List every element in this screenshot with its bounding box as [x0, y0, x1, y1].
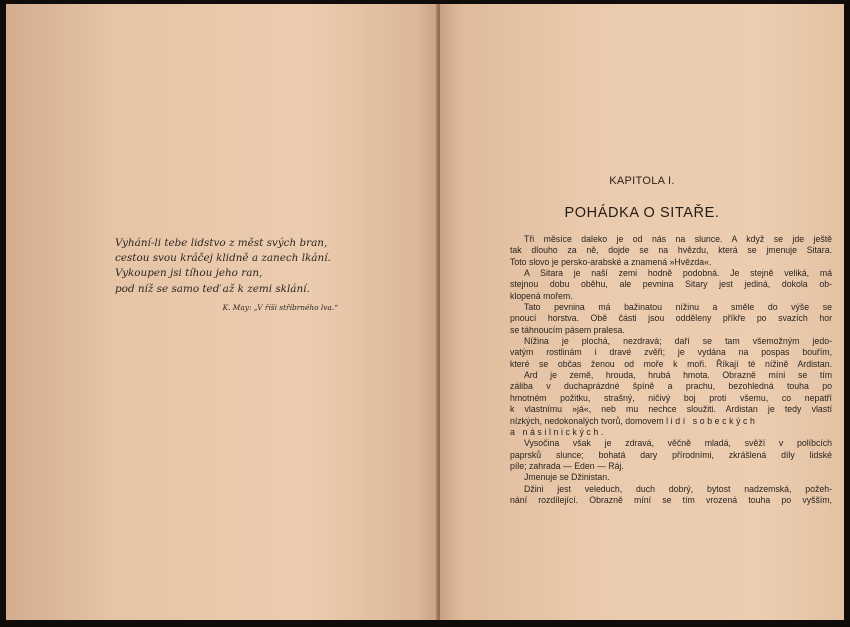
epigraph-line: pod níž se samo teď až k zemi sklání. [115, 282, 310, 295]
text-line: paprsků slunce; bohatá dary přírodními, zkrášlená díly lidské [510, 449, 832, 460]
spaced-emphasis: lidí sobeckých [666, 415, 758, 426]
text-line: k vlastnímu »já«, neb mu nechce sloužiti. Ardistan je tedy vlastí [510, 404, 832, 415]
text-line: Džini jest veleduch, duch dobrý, bytost nadzemská, požeh- [524, 483, 832, 494]
text-line: Nížina je plochá, nezdravá; daří se tam všemožným jedo- [524, 336, 832, 347]
right-page [440, 4, 844, 620]
text-line-part: nízkých, nedokonalých tvorů, domovem [510, 415, 664, 426]
text-line: Tato pevnina má bažinatou nížinu a směle do výše se [524, 302, 832, 313]
text-line: nání rozdílející. Obrazně míní se tím vrozená touha po vyšším, [510, 494, 832, 505]
text-line: píle; zahrada — Eden — Ráj. [510, 460, 624, 471]
left-page [6, 4, 438, 620]
chapter-label: KAPITOLA I. [609, 175, 675, 187]
epigraph-line: Vyhání-li tebe lidstvo z měst svých bran, [115, 237, 328, 249]
epigraph-line: Vykoupen jsi tíhou jeho ran, [115, 267, 263, 280]
epigraph [115, 236, 340, 315]
spaced-emphasis: a násilnických. [510, 426, 606, 437]
text-line [510, 416, 832, 427]
text-line: klopená mořem. [510, 290, 573, 301]
text-line: tak dlouho za ně, dojde se na hvězdu, která se jmenuje Sitara. [510, 245, 832, 256]
text-line: Jmenuje se Džinistan. [524, 472, 610, 483]
text-line: Toto slovo je persko-arabské a znamená »Hvězda«. [510, 256, 712, 267]
text-line: stejnou dobu oběhu, ale pevnina Sitary jest jediná, dokola ob- [510, 279, 832, 290]
text-line: A Sitara je naší zemi hodně podobná. Je stejně veliká, má [524, 268, 832, 279]
text-line: vatým rostlinám i dravé zvěři; je vydána na pospas bouřím, [510, 347, 832, 358]
text-line: se táhnoucím pásem pralesa. [510, 324, 625, 335]
text-line: které se občas ženou od moře k moři. Říkají té nížině Ardistan. [510, 358, 832, 369]
chapter-body [510, 234, 832, 506]
epigraph-line: cestou svou kráčej klidně a zanech lkání. [115, 252, 331, 265]
text-line: pnoucí horstva. Obě části jsou odděleny příkře po svazích hor [510, 313, 832, 324]
chapter-title: POHÁDKA O SITAŘE. [564, 205, 720, 221]
text-line: hmotném požitku, strašný, ničivý boj proti všemu, co nepatří [510, 392, 832, 403]
epigraph-attribution: K. May: „V říši stříbrného lva.“ [222, 302, 338, 312]
text-line: Vysočina však je zdravá, věčně mladá, svěží v políbcích [524, 438, 832, 449]
text-line: Ard je země, hrouda, hrubá hmota. Obrazně míní se tím [524, 370, 832, 381]
text-line: Tři měsíce daleko je od nás na slunce. A když se jde ještě [524, 234, 832, 244]
text-line: záliba v duchaprázdné špíně a prachu, bezohledná touha po [510, 381, 832, 392]
